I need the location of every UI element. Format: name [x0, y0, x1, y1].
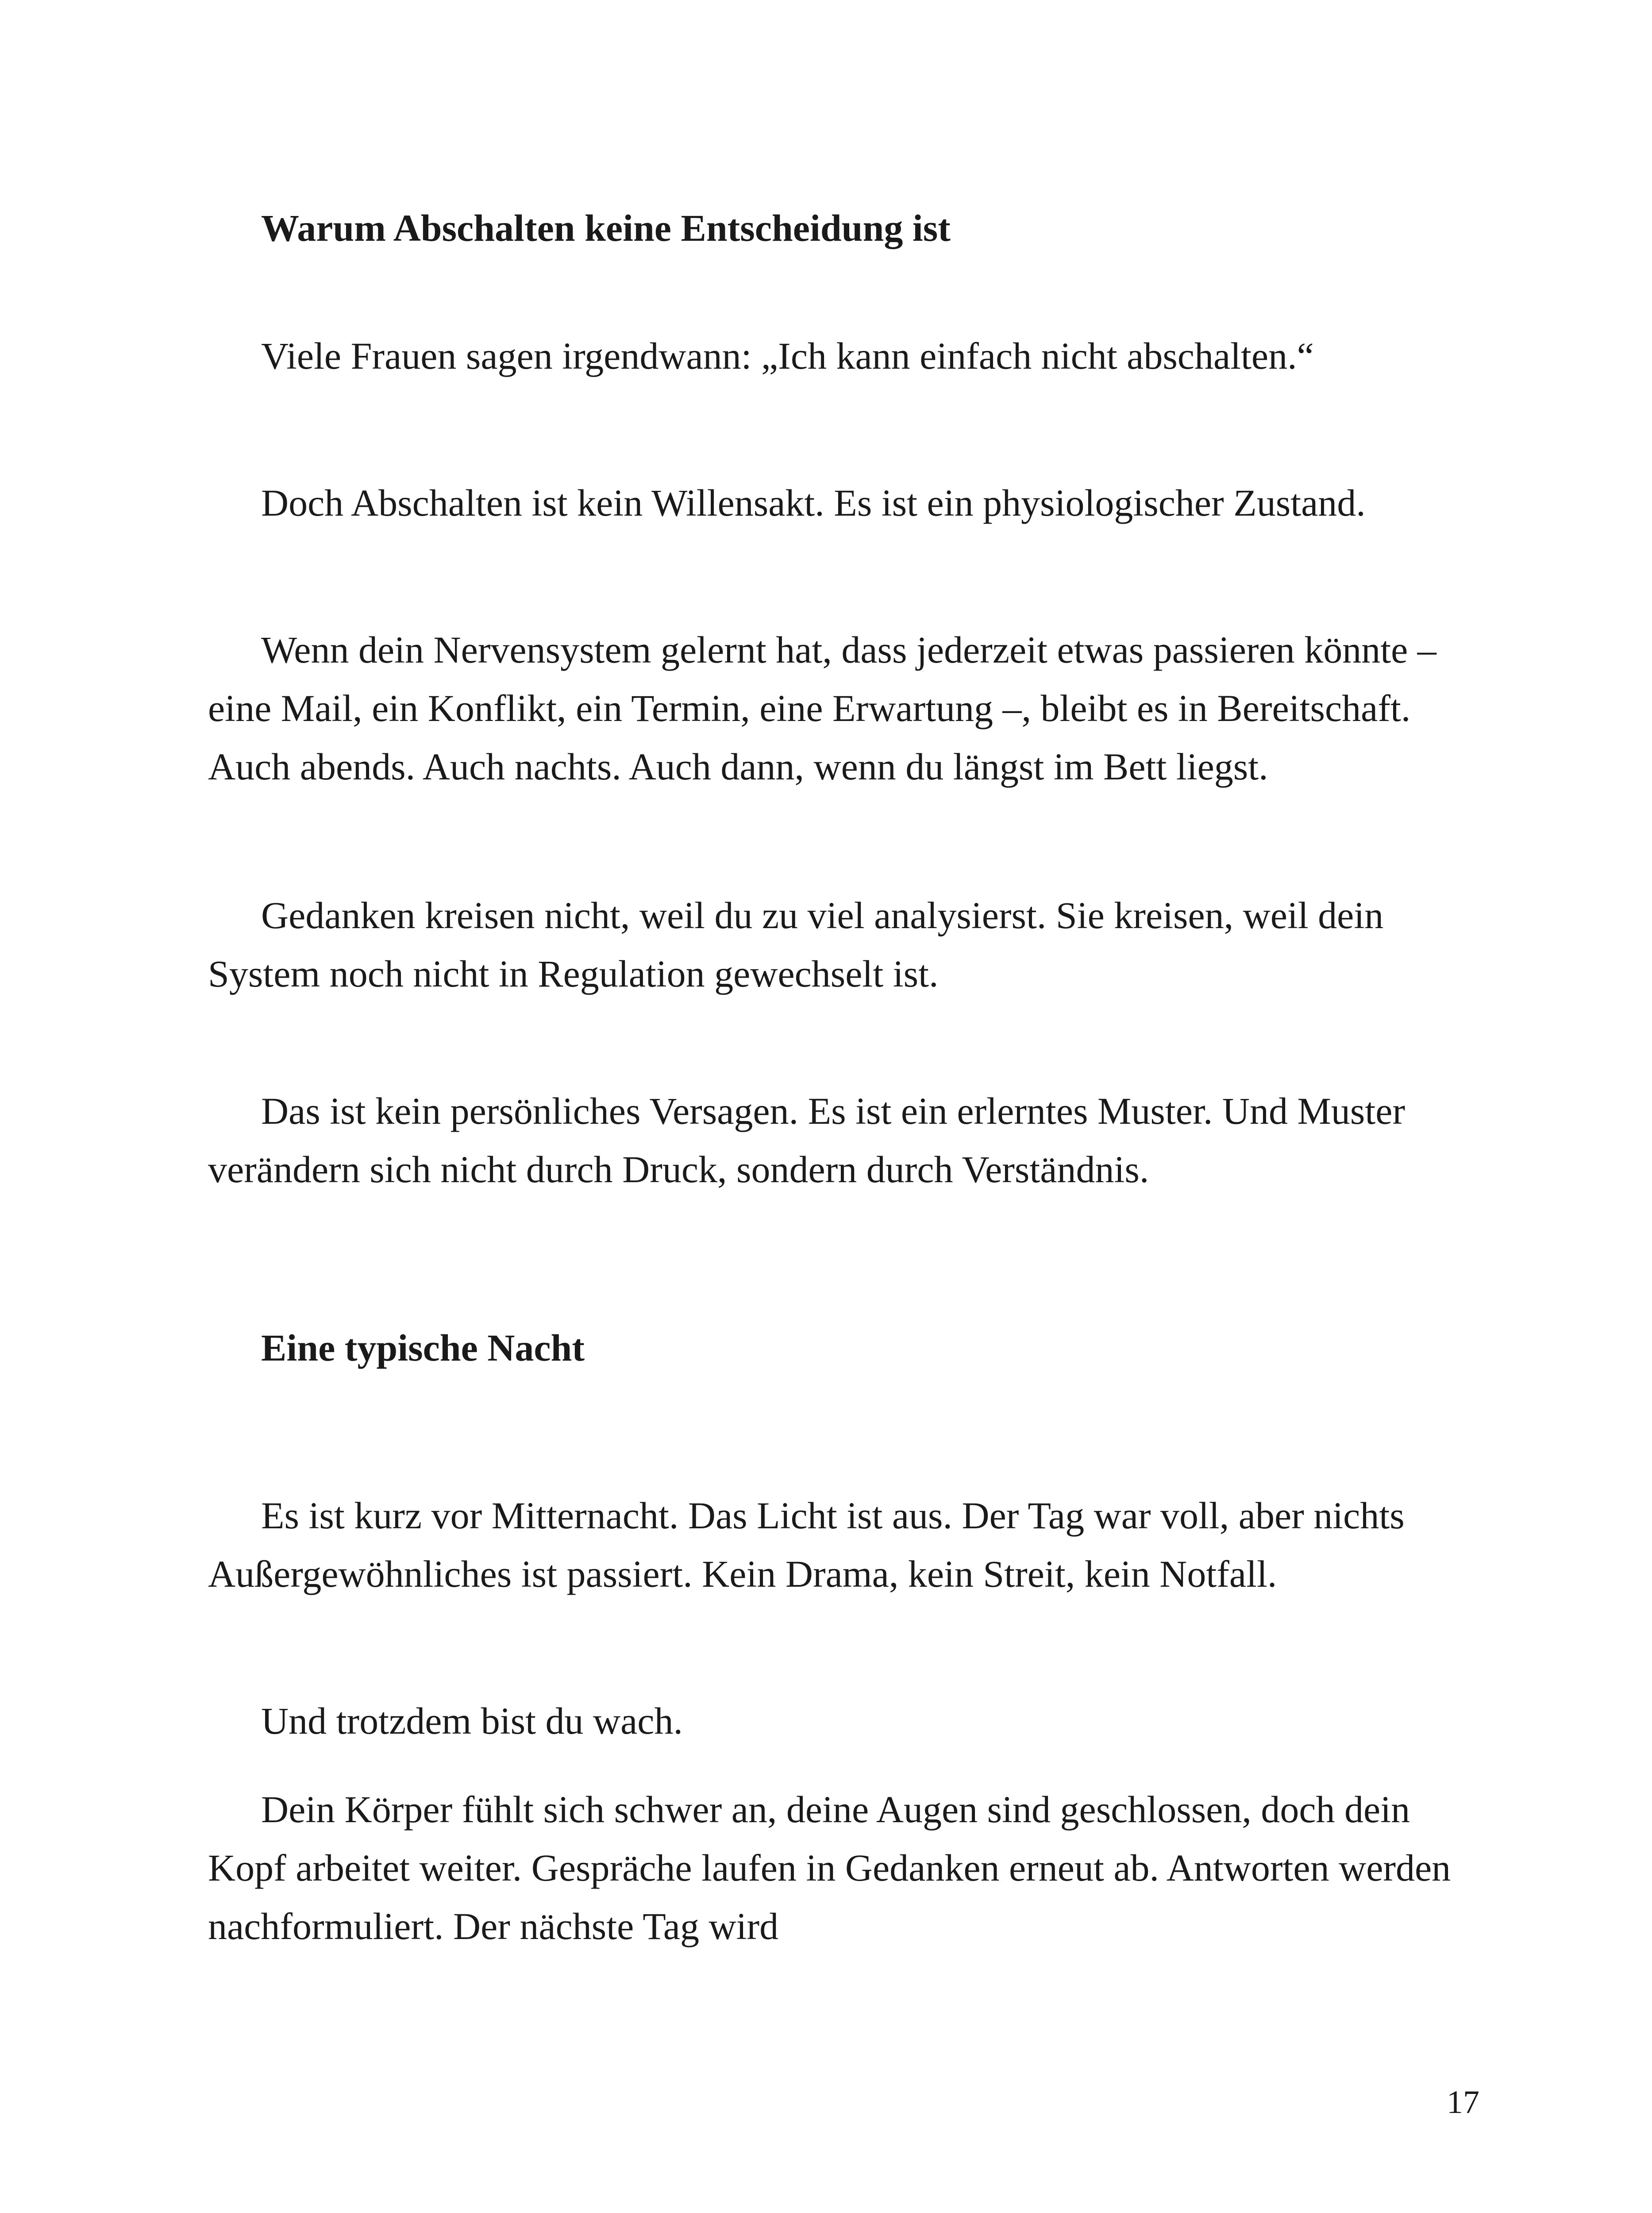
paragraph: Es ist kurz vor Mitternacht. Das Licht ist aus. Der Tag war voll, aber nichts Außergewöhnliches ist passiert. Kein Drama, kein Streit, kein Notfall. — [208, 1494, 1405, 1595]
paragraph: Und trotzdem bist du wach. — [261, 1700, 683, 1742]
paragraph: Viele Frauen sagen irgendwann: „Ich kann einfach nicht abschalten.“ — [261, 335, 1314, 377]
paragraph: Gedanken kreisen nicht, weil du zu viel analysierst. Sie kreisen, weil dein System noch nicht in Regulation gewechselt ist. — [208, 894, 1384, 995]
paragraph: Wenn dein Nervensystem gelernt hat, dass jederzeit etwas passieren könnte – eine Mail, ein Konflikt, ein Termin, eine Erwartung –, bleibt es in Bereitschaft. Auch abends. Auch nachts. Auch dann, wenn du längst im Bett liegst. — [208, 628, 1436, 788]
page-number: 17 — [1447, 2084, 1479, 2120]
paragraph: Dein Körper fühlt sich schwer an, deine Augen sind geschlossen, doch dein Kopf arbeitet weiter. Gespräche laufen in Gedanken erneut ab. Antworten werden nachformuliert. Der nächste Tag wird — [208, 1788, 1451, 1947]
section-heading-abschalten: Warum Abschalten keine Entscheidung ist — [261, 207, 951, 249]
paragraph: Doch Abschalten ist kein Willensakt. Es ist ein physiologischer Zustand. — [261, 482, 1366, 524]
paragraph: Das ist kein persönliches Versagen. Es ist ein erlerntes Muster. Und Muster verändern sich nicht durch Druck, sondern durch Verständnis. — [208, 1090, 1406, 1191]
section-heading-typische-nacht: Eine typische Nacht — [261, 1326, 585, 1369]
